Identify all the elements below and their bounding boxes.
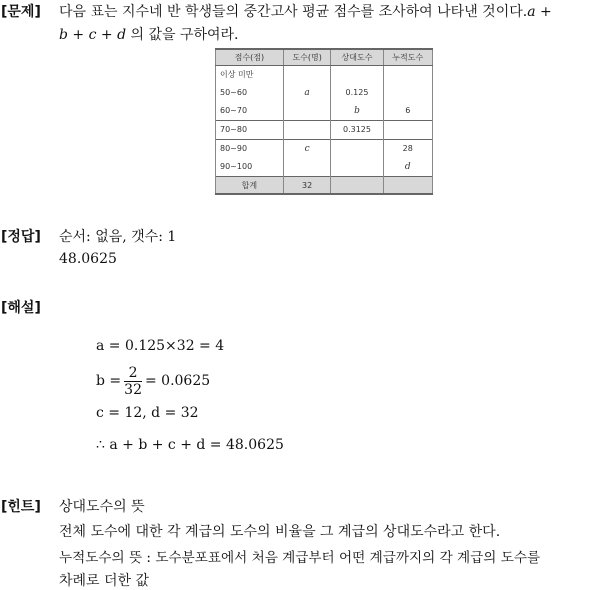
fraction-numerator: 2 (124, 365, 142, 382)
class-header-label: 이상 미만 (220, 70, 254, 79)
table-total-row (216, 177, 433, 195)
problem-label: [문제] (1, 4, 41, 20)
equation-cd: c = 12, d = 32 (96, 405, 199, 421)
table-row (216, 140, 433, 177)
header-cumulative-frequency: 누적도수 (383, 49, 432, 66)
header-relative-frequency: 상대도수 (331, 49, 383, 66)
table-row (216, 66, 433, 121)
relative-frequency-value: b (354, 106, 360, 116)
relative-frequency-value (331, 140, 382, 158)
problem-math-a: a + (527, 4, 552, 20)
cumulative-frequency-cell (383, 121, 432, 140)
hint-line2: 전체 도수에 대한 각 계급의 도수의 비율을 그 계급의 상대도수라고 한다. (59, 524, 501, 540)
frequency-cell (283, 66, 331, 121)
relative-frequency-cell (331, 121, 383, 140)
fraction-denominator: 32 (124, 381, 142, 398)
total-frequency: 32 (283, 177, 331, 195)
class-cell (216, 66, 284, 121)
frequency-cell (283, 140, 331, 177)
class-range: 70~80 (220, 125, 248, 134)
explanation-label: [해설] (1, 300, 41, 316)
cumulative-frequency-value: d (404, 162, 411, 172)
relative-frequency-value: 0.3125 (342, 125, 371, 134)
frequency-value: a (304, 88, 310, 98)
class-range: 90~100 (220, 162, 253, 171)
class-cell (216, 140, 284, 177)
class-range: 80~90 (220, 144, 248, 153)
frequency-value: c (304, 144, 310, 154)
cumulative-frequency-value: 6 (405, 106, 411, 115)
problem-math-bcd: b + c + d (59, 27, 127, 43)
equation-b (96, 361, 210, 401)
total-relative-frequency (331, 177, 383, 195)
cumulative-frequency-value: 28 (402, 144, 413, 153)
cumulative-frequency-cell (383, 140, 432, 177)
fraction (124, 365, 142, 398)
class-cell (216, 121, 284, 140)
hint-line4: 차례로 더한 값 (59, 573, 150, 589)
answer-line1: 순서: 없음, 갯수: 1 (59, 229, 177, 245)
relative-frequency-value: 0.125 (345, 88, 369, 97)
relative-frequency-cell (331, 140, 383, 177)
answer-label: [정답] (1, 229, 41, 245)
class-range: 60~70 (220, 106, 248, 115)
hint-line1: 상대도수의 뜻 (59, 499, 145, 515)
frequency-table (215, 48, 433, 195)
equation-b-right: = 0.0625 (144, 373, 211, 389)
equation-sum: ∴ a + b + c + d = 48.0625 (96, 437, 284, 453)
hint-line3: 누적도수의 뜻 : 도수분포표에서 처음 계급부터 어떤 계급까지의 각 계급의 도수를 (59, 550, 541, 566)
hint-label: [힌트] (1, 499, 41, 515)
problem-text-line2 (59, 24, 239, 44)
problem-text-line1 (59, 1, 552, 21)
answer-value: 48.0625 (59, 251, 117, 267)
cumulative-frequency-cell (383, 66, 432, 121)
table-row (216, 121, 433, 140)
frequency-cell (283, 121, 331, 140)
header-frequency: 도수(명) (283, 49, 331, 66)
total-label: 합계 (216, 177, 284, 195)
problem-sentence-end: 의 값을 구하여라. (126, 27, 239, 43)
relative-frequency-value (331, 158, 382, 176)
equation-b-left: b = (96, 373, 122, 389)
table-header-row (216, 49, 433, 66)
class-range: 50~60 (220, 88, 248, 97)
problem-sentence: 다음 표는 지수네 반 학생들의 중간고사 평균 점수를 조사하여 나타낸 것이다. (59, 4, 528, 20)
header-score: 점수(점) (216, 49, 284, 66)
relative-frequency-cell (331, 66, 383, 121)
frequency-value (284, 121, 331, 139)
cumulative-frequency-value (384, 84, 432, 102)
equation-a: a = 0.125×32 = 4 (96, 338, 225, 354)
cumulative-frequency-value (384, 121, 432, 139)
total-cumulative-frequency (383, 177, 432, 195)
